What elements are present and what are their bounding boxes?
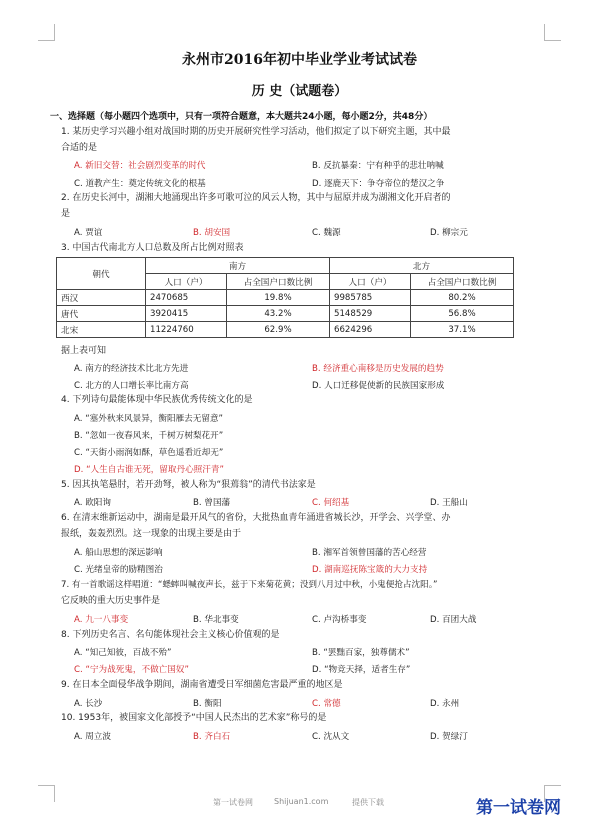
q4-option-d[interactable]: D. “人生自古谁无死，留取丹心照汗青” xyxy=(74,465,224,475)
q3-option-d[interactable]: D. 人口迁移促使新的民族国家形成 xyxy=(312,381,445,391)
q8-option-a[interactable]: A. “知己知彼，百战不殆” xyxy=(74,648,172,658)
q2-stem-line2: 是 xyxy=(61,209,71,219)
crop-mark-bottom-left xyxy=(38,785,55,802)
q3-option-b[interactable]: B. 经济重心南移是历史发展的趋势 xyxy=(312,364,444,374)
q6-option-d[interactable]: D. 湖南巡抚陈宝箴的大力支持 xyxy=(312,565,428,575)
q4-option-b[interactable]: B. “忽如一夜春风来，千树万树梨花开” xyxy=(74,431,224,441)
q4-option-c[interactable]: C. “天街小雨润如酥，草色遥看近却无” xyxy=(74,448,224,458)
q8-option-b[interactable]: B. “罢黜百家，独尊儒术” xyxy=(312,648,410,658)
q10-option-b[interactable]: B. 齐白石 xyxy=(193,732,231,742)
q8-option-c[interactable]: C. “宁为战死鬼，不做亡国奴” xyxy=(74,665,189,675)
section-heading: 一、选择题（每小题四个选项中，只有一项符合题意，本大题共24小题，每小题2分，共48分） xyxy=(50,112,433,122)
q4-option-a[interactable]: A. “塞外秋来风景异，衡阳雁去无留意” xyxy=(74,414,224,424)
q2-option-b[interactable]: B. 胡安国 xyxy=(193,228,231,238)
exam-title: 永州市2016年初中毕业学业考试试卷 xyxy=(182,52,417,68)
q6-option-a[interactable]: A. 船山思想的深远影响 xyxy=(74,548,163,558)
exam-subject: 历 史（试题卷） xyxy=(251,84,348,99)
table-cell-north-pop: 6624296 xyxy=(330,322,411,338)
table-cell-dynasty: 唐代 xyxy=(57,306,146,322)
q2-stem-line1: 2. 在历史长河中，湖湘大地涌现出许多可歌可泣的风云人物，其中与屈原并成为湖湘文化开启者的 xyxy=(61,193,451,203)
q5-option-d[interactable]: D. 王船山 xyxy=(430,498,468,508)
q2-option-c[interactable]: C. 魏源 xyxy=(312,228,341,238)
q8-option-d[interactable]: D. “物竞天择，适者生存” xyxy=(312,665,411,675)
q1-option-c[interactable]: C. 道教产生：奠定传统文化的根基 xyxy=(74,179,206,189)
q7-stem-line1: 7. 有一首歌谣这样唱道：“蟋蟀叫喊夜声长，兹于下来菊花黄；没到八月过中秋，小鬼便抢占沈阳。” xyxy=(61,580,438,590)
site-logo[interactable]: 第一试卷网 xyxy=(476,798,561,818)
table-cell-south-ratio: 62.9% xyxy=(227,322,330,338)
table-subheader-south-ratio: 占全国户口数比例 xyxy=(227,274,330,290)
q7-stem-line2: 它反映的重大历史事件是 xyxy=(61,596,161,606)
footer-download-text: 提供下载 xyxy=(352,798,384,807)
table-cell-south-pop: 3920415 xyxy=(146,306,227,322)
footer-site-name: 第一试卷网 xyxy=(213,798,253,807)
q1-stem-line1: 1. 某历史学习兴趣小组对战国时期的历史开展研究性学习活动，他们拟定了以下研究主题，其中最 xyxy=(61,127,451,137)
table-cell-south-pop: 2470685 xyxy=(146,290,227,306)
q10-option-c[interactable]: C. 沈从文 xyxy=(312,732,350,742)
q9-option-d[interactable]: D. 永州 xyxy=(430,699,460,709)
q1-stem-line2: 合适的是 xyxy=(61,143,98,153)
table-header-dynasty: 朝代 xyxy=(57,258,146,290)
table-subheader-north-pop: 人口（户） xyxy=(330,274,411,290)
q10-stem: 10. 1953年，被国家文化部授予“中国人民杰出的艺术家”称号的是 xyxy=(61,713,327,723)
table-cell-dynasty: 西汉 xyxy=(57,290,146,306)
population-table xyxy=(56,257,514,338)
table-cell-south-pop: 11224760 xyxy=(146,322,227,338)
table-cell-north-pop: 9985785 xyxy=(330,290,411,306)
table-row xyxy=(57,290,514,306)
q6-stem-line1: 6. 在清末维新运动中，湖南是最开风气的省份，大批热血青年涌进省城长沙，开学会、兴学堂、办 xyxy=(61,513,451,523)
q7-option-a[interactable]: A. 九一八事变 xyxy=(74,615,129,625)
table-cell-dynasty: 北宋 xyxy=(57,322,146,338)
q3-option-a[interactable]: A. 南方的经济技术比北方先进 xyxy=(74,364,189,374)
q5-option-c[interactable]: C. 何绍基 xyxy=(312,498,350,508)
q5-stem: 5. 因其执笔悬肘，若开劲弩，被人称为“狠蔫翁”的清代书法家是 xyxy=(61,480,316,490)
table-row xyxy=(57,322,514,338)
table-subheader-north-ratio: 占全国户口数比例 xyxy=(411,274,514,290)
q8-stem: 8. 下列历史名言、名句能体现社会主义核心价值观的是 xyxy=(61,630,280,640)
table-subheader-south-pop: 人口（户） xyxy=(146,274,227,290)
q9-option-c[interactable]: C. 常德 xyxy=(312,699,341,709)
q1-option-d[interactable]: D. 逐鹿天下：争夺帝位的楚汉之争 xyxy=(312,179,445,189)
q4-stem: 4. 下列诗句最能体现中华民族优秀传统文化的是 xyxy=(61,395,253,405)
q9-option-a[interactable]: A. 长沙 xyxy=(74,699,103,709)
q6-option-b[interactable]: B. 湘军首领曾国藩的苦心经营 xyxy=(312,548,427,558)
q2-option-d[interactable]: D. 柳宗元 xyxy=(430,228,468,238)
q7-option-b[interactable]: B. 华北事变 xyxy=(193,615,239,625)
q6-stem-line2: 报纸，轰轰烈烈。这一现象的出现主要是由于 xyxy=(61,529,242,539)
table-cell-north-ratio: 37.1% xyxy=(411,322,514,338)
table-header-north: 北方 xyxy=(330,258,514,274)
table-cell-south-ratio: 19.8% xyxy=(227,290,330,306)
crop-mark-top-right xyxy=(544,24,561,41)
q7-option-c[interactable]: C. 卢沟桥事变 xyxy=(312,615,367,625)
q1-option-a[interactable]: A. 新旧交替：社会剧烈变革的时代 xyxy=(74,161,206,171)
q10-option-a[interactable]: A. 周立波 xyxy=(74,732,111,742)
q3-option-c[interactable]: C. 北方的人口增长率比南方高 xyxy=(74,381,189,391)
table-cell-south-ratio: 43.2% xyxy=(227,306,330,322)
table-cell-north-ratio: 56.8% xyxy=(411,306,514,322)
q6-option-c[interactable]: C. 光绪皇帝的励精图治 xyxy=(74,565,163,575)
q3-followup: 据上表可知 xyxy=(61,346,107,356)
q9-stem: 9. 在日本全面侵华战争期间，湖南省遭受日军细菌危害最严重的地区是 xyxy=(61,680,343,690)
table-row xyxy=(57,306,514,322)
table-cell-north-ratio: 80.2% xyxy=(411,290,514,306)
q7-option-d[interactable]: D. 百团大战 xyxy=(430,615,477,625)
q2-option-a[interactable]: A. 贾谊 xyxy=(74,228,103,238)
footer-site-url[interactable]: Shijuan1.com xyxy=(274,797,329,806)
table-cell-north-pop: 5148529 xyxy=(330,306,411,322)
q9-option-b[interactable]: B. 衡阳 xyxy=(193,699,222,709)
table-header-south: 南方 xyxy=(146,258,330,274)
q3-stem: 3. 中国古代南北方人口总数及所占比例对照表 xyxy=(61,243,244,253)
q1-option-b[interactable]: B. 反抗暴秦：宁有种乎的悲壮呐喊 xyxy=(312,161,444,171)
crop-mark-top-left xyxy=(38,24,55,41)
q5-option-b[interactable]: B. 曾国藩 xyxy=(193,498,231,508)
q10-option-d[interactable]: D. 贺绿汀 xyxy=(430,732,468,742)
q5-option-a[interactable]: A. 欧阳询 xyxy=(74,498,111,508)
